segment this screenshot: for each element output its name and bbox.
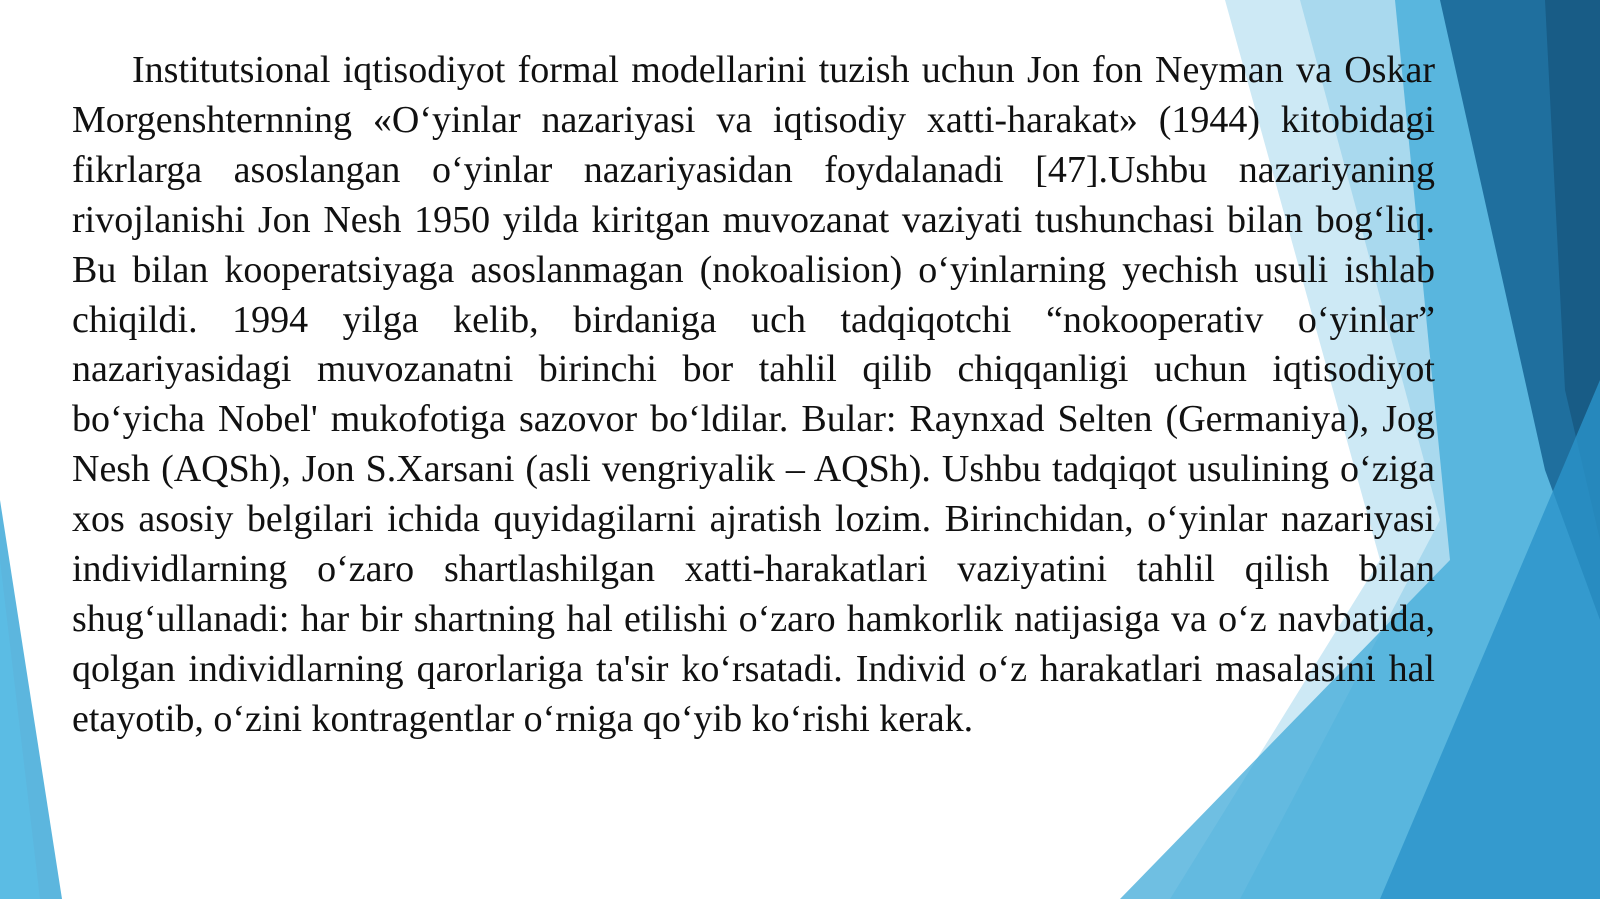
body-paragraph: Institutsional iqtisodiyot formal modellarini tuzish uchun Jon fon Neyman va Oskar Morgenshternning «O‘yinlar nazariyasi va iqtisodiy xatti-harakat» (1944) kitobidagi fikrlarga asoslangan o‘yinlar nazariyasidan foydalanadi [47].Ushbu nazariyaning rivojlanishi Jon Nesh 1950 yilda kiritgan muvozanat vaziyati tushunchasi bilan bog‘liq. Bu bilan kooperatsiyaga asoslanmagan (nokoalision) o‘yinlarning yechish usuli ishlab chiqildi. 1994 yilga kelib, birdaniga uch tadqiqotchi “nokooperativ o‘yinlar” nazariyasidagi muvozanatni birinchi bor tahlil qilib chiqqanligi uchun iqtisodiyot bo‘yicha Nobel' mukofotiga sazovor bo‘ldilar. Bular: Raynxad Selten (Germaniya), Jog Nesh (AQSh), Jon S.Xarsani (asli vengriyalik – AQSh). Ushbu tadqiqot usulining o‘ziga xos asosiy belgilari ichida quyidagilarni ajratish lozim. Birinchidan, o‘yinlar nazariyasi individlarning o‘zaro shartlashilgan xatti-harakatlari vaziyatini tahlil qilish bilan shug‘ullanadi: har bir shartning hal etilishi o‘zaro hamkorlik natijasiga va o‘z navbatida, qolgan individlarning qarorlariga ta'sir ko‘rsatadi. Individ o‘z harakatlari masalasini hal etayotib, o‘zini kontragentlar o‘rniga qo‘yib ko‘rishi kerak.: [72, 49, 1435, 740]
